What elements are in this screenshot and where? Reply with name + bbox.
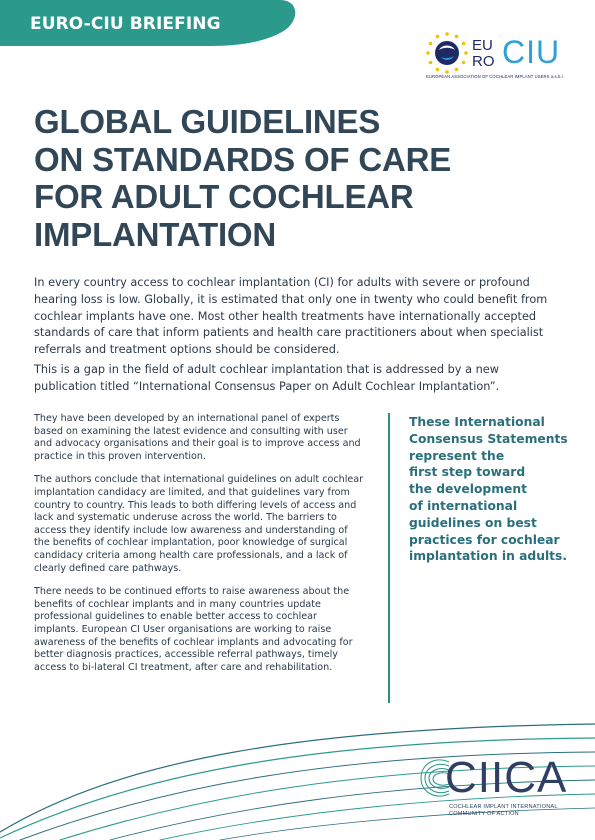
title-line: IMPLANTATION <box>34 215 277 253</box>
body-paragraph: There needs to be continued efforts to raise awareness about the benefits of cochlear implants and in many countries update professional guidelines to enable better access to cochlear implants. European CI User organisations are working to raise awareness of the benefits of cochlear implants and advocating for better diagnosis practices, accessible referral pathways, timely access to bi-lateral CI treatment, after care and rehabilitation. <box>34 586 353 673</box>
euro-logo-eu: EU <box>472 37 493 54</box>
euro-logo-ciu: CIU <box>502 34 561 70</box>
title-line: GLOBAL GUIDELINES <box>34 103 381 140</box>
ciica-tagline: COMMUNITY OF ACTION <box>449 811 519 817</box>
ciica-logo <box>415 752 585 832</box>
body-paragraph: They have been developed by an international panel of experts based on examining the latest evidence and consulting with user and advocacy organisations and their goal is to improve access and practice in this proven intervention. <box>34 413 361 462</box>
pull-quote-line: guidelines on best <box>409 515 537 530</box>
intro-paragraph: In every country access to cochlear implantation (CI) for adults with severe or profound hearing loss is low. Globally, it is estimated that only one in twenty who could benefit from cochlear implants have one. Most other health treatments have internationally accepted standards of care that inform patients and health care practitioners about when specialist referrals and treatment options should be considered. <box>34 276 548 357</box>
pull-quote-line: the development <box>409 482 528 497</box>
pull-quote-line: These International <box>409 415 545 429</box>
euro-logo-ro: RO <box>472 53 495 70</box>
body-column <box>34 413 364 685</box>
ciica-tagline: COCHLEAR IMPLANT INTERNATIONAL <box>449 804 558 810</box>
page-title <box>34 103 534 253</box>
title-line: ON STANDARDS OF CARE <box>34 140 452 178</box>
title-line: FOR ADULT COCHLEAR <box>34 178 414 215</box>
pull-quote-line: implantation in adults. <box>409 549 568 564</box>
pull-quote <box>409 414 574 565</box>
eu-stars-icon <box>424 30 470 76</box>
pull-quote-line: represent the <box>409 448 505 463</box>
column-divider <box>388 413 390 703</box>
pull-quote-line: of international <box>409 498 518 513</box>
euro-logo-subtitle: EUROPEAN ASSOCIATION OF COCHLEAR IMPLANT USERS a.s.b.l. <box>426 74 564 79</box>
pull-quote-line: first step toward <box>409 465 526 480</box>
ciica-wordmark: CIICA <box>445 753 568 802</box>
intro-paragraph: This is a gap in the field of adult cochlear implantation that is addressed by a new publication titled “International Consensus Paper on Adult Cochlear Implantation”. <box>34 363 500 393</box>
banner-label: EURO-CIU BRIEFING <box>30 14 221 34</box>
pull-quote-line: Consensus Statements <box>409 431 568 446</box>
euro-ciu-logo <box>422 30 570 86</box>
briefing-banner <box>0 0 300 48</box>
body-paragraph: The authors conclude that international guidelines on adult cochlear implantation candidacy are limited, and that guidelines vary from country to country. This leads to both differing levels of access and lack and systematic underuse across the world. The barriers to access they identify include low awareness and understanding of the benefits of cochlear implantation, poor knowledge of surgical candidacy criteria among health care professionals, and a lack of clearly defined care pathways. <box>34 474 364 574</box>
pull-quote-line: practices for cochlear <box>409 532 560 547</box>
